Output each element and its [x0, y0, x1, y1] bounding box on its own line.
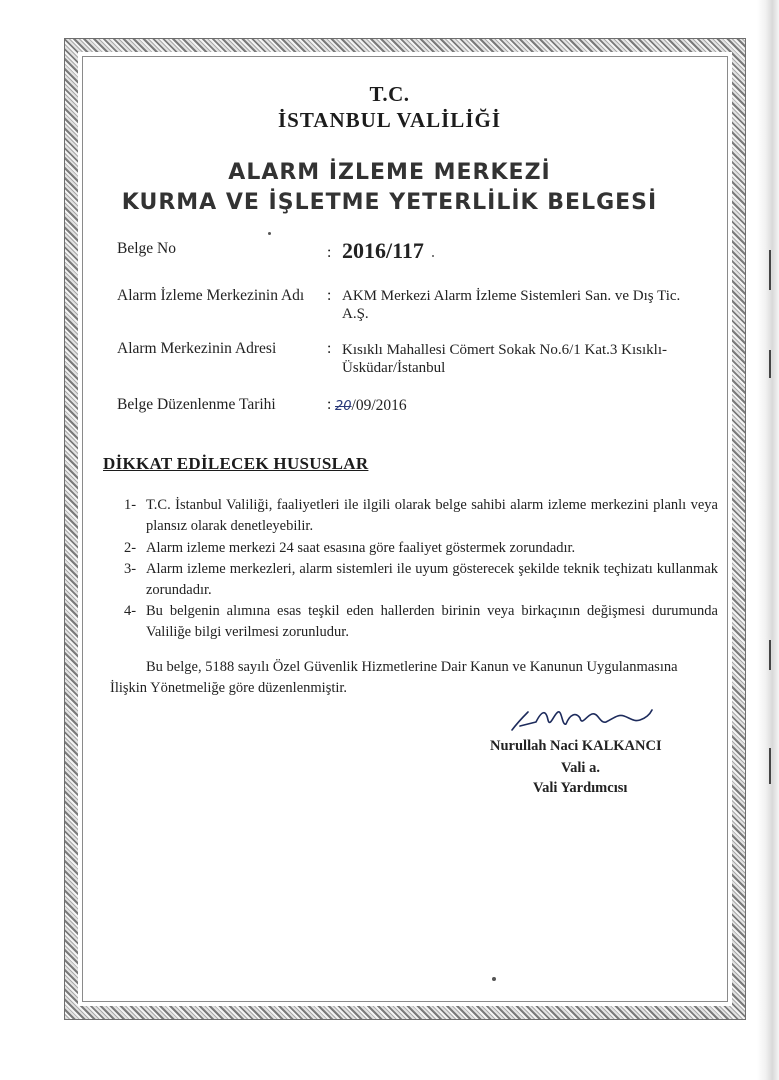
merkez-adi-line1: AKM Merkezi Alarm İzleme Sistemleri San. ve Dış Tic. [342, 288, 681, 304]
list-item-text: Alarm izleme merkezi 24 saat esasına göre faaliyet göstermek zorundadır. [146, 540, 576, 556]
merkez-adresi-value [342, 341, 667, 377]
list-item [124, 538, 718, 559]
merkez-adresi-line2: Üsküdar/İstanbul [342, 360, 446, 376]
tarih-month-year: /09/2016 [351, 397, 407, 414]
tarih-value [335, 397, 407, 416]
list-item-text: Alarm izleme merkezleri, alarm sistemleri ile uyum gösterecek şekilde teknik teçhizatı kullanmak zorundadır. [146, 561, 718, 598]
belge-no-colon: : [327, 244, 332, 261]
section-heading: DİKKAT EDİLECEK HUSUSLAR [103, 454, 369, 473]
document-title-line2: KURMA VE İŞLETME YETERLİLİK BELGESİ [121, 190, 658, 215]
list-item-number: 2- [124, 540, 137, 556]
signatory-name: Nurullah Naci KALKANCI [490, 738, 662, 754]
tarih-day-handwritten: 20 [335, 399, 352, 414]
merkez-adi-colon: : [327, 287, 332, 304]
list-item [124, 601, 718, 643]
scan-speck [432, 255, 434, 257]
belge-no-label: Belge No [117, 240, 176, 257]
list-item-number: 1- [124, 497, 137, 513]
tarih-label: Belge Düzenlenme Tarihi [117, 396, 276, 413]
closing-paragraph: Bu belge, 5188 sayılı Özel Güvenlik Hizmetlerine Dair Kanun ve Kanunun Uygulanmasına İlişkin Yönetmeliğe göre düzenlenmiştir. [110, 659, 678, 696]
handwritten-signature [506, 700, 656, 742]
signatory-title-yardimci: Vali Yardımcısı [533, 780, 628, 796]
signatory-title-vali-a: Vali a. [561, 760, 600, 776]
list-item [124, 495, 718, 537]
belge-no-value: 2016/117 [342, 238, 424, 263]
document-title-line1: ALARM İZLEME MERKEZİ [228, 160, 551, 185]
merkez-adresi-label: Alarm Merkezinin Adresi [117, 340, 277, 357]
list-item-text: Bu belgenin alımına esas teşkil eden hallerden birinin veya birkaçının değişmesi durumunda Valiliğe bilgi verilmesi zorunludur. [146, 603, 718, 640]
merkez-adi-value [342, 287, 680, 323]
merkez-adi-line2: A.Ş. [342, 306, 369, 322]
scan-speck [268, 232, 271, 235]
tarih-colon: : [327, 396, 332, 413]
merkez-adresi-colon: : [327, 340, 332, 357]
list-item [124, 559, 718, 601]
scan-speck [492, 977, 496, 981]
header-tc: T.C. [369, 82, 410, 106]
merkez-adi-label: Alarm İzleme Merkezinin Adı [117, 287, 305, 304]
list-item-number: 4- [124, 603, 137, 619]
list-item-text: T.C. İstanbul Valiliği, faaliyetleri ile ilgili olarak belge sahibi alarm izleme merkezini planlı veya plansız olarak denetleyebilir. [146, 497, 718, 534]
list-item-number: 3- [124, 561, 137, 577]
header-valilik: İSTANBUL VALİLİĞİ [277, 108, 501, 132]
merkez-adresi-line1: Kısıklı Mahallesi Cömert Sokak No.6/1 Kat.3 Kısıklı- [342, 342, 667, 358]
